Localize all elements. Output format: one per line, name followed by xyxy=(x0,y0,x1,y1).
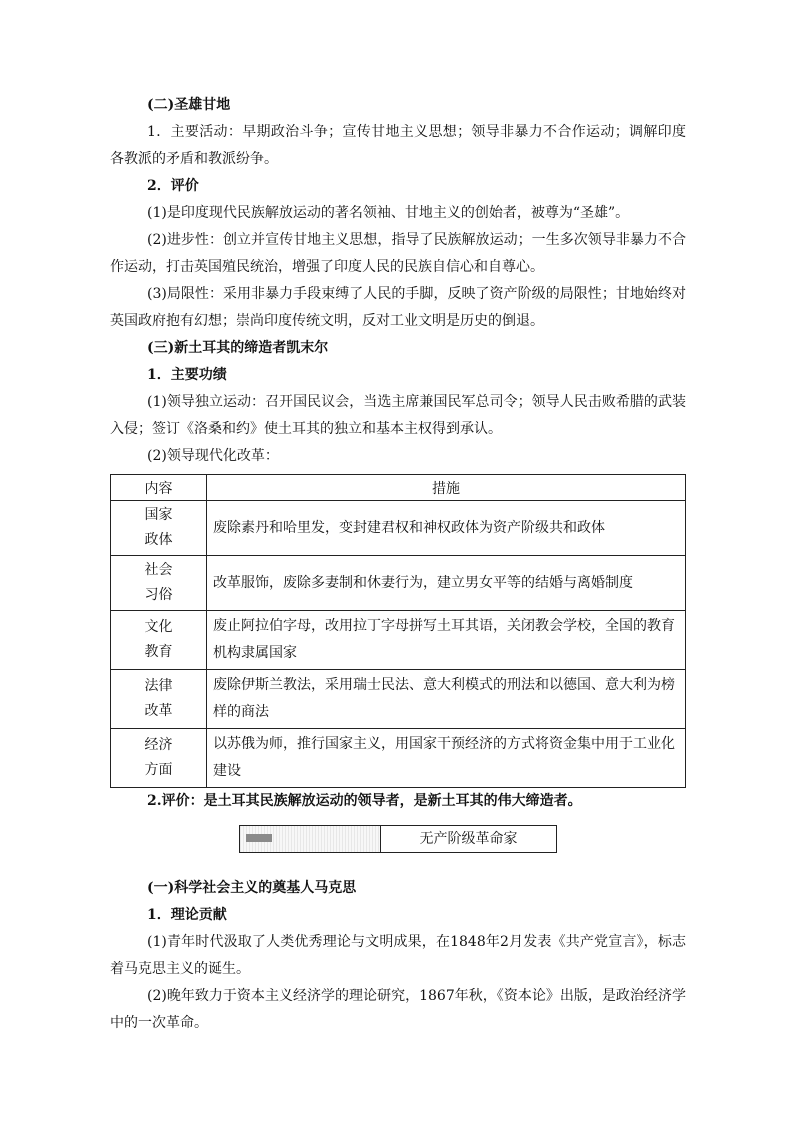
table-row xyxy=(111,611,686,670)
row-category: 国家 政体 xyxy=(111,501,207,556)
gandhi-evaluation-heading: 2．评价 xyxy=(147,178,199,194)
gandhi-eval-2: (2)进步性：创立并宣传甘地主义思想，指导了民族解放运动；一生多次领导非暴力不合作运动，打击英国殖民统治，增强了印度人民的民族自信心和自尊心。 xyxy=(110,232,686,275)
marx-contribution-heading: 1．理论贡献 xyxy=(147,907,227,923)
kemal-independence: (1)领导独立运动：召开国民议会，当选主席兼国民军总司令；领导人民击败希腊的武装入侵；签订《洛桑和约》使土耳其的独立和基本主权得到承认。 xyxy=(110,394,686,437)
section-heading-kemal: (三)新土耳其的缔造者凯末尔 xyxy=(147,340,329,356)
row-measure: 改革服饰，废除多妻制和休妻行为，建立男女平等的结婚与离婚制度 xyxy=(207,556,686,611)
table-row xyxy=(111,501,686,556)
section-heading-gandhi: (二)圣雄甘地 xyxy=(147,97,231,113)
kemal-reform-intro: (2)领导现代化改革： xyxy=(147,448,279,464)
row-category: 文化 教育 xyxy=(111,611,207,670)
row-measure: 废除伊斯兰教法，采用瑞士民法、意大利模式的刑法和以德国、意大利为榜样的商法 xyxy=(207,670,686,729)
gandhi-activities: 1．主要活动：早期政治斗争；宣传甘地主义思想；领导非暴力不合作运动；调解印度各教派的矛盾和教派纷争。 xyxy=(110,124,686,167)
row-category: 社会 习俗 xyxy=(111,556,207,611)
kemal-achievements-heading: 1．主要功绩 xyxy=(147,367,227,383)
kemal-evaluation: 2.评价：是土耳其民族解放运动的领导者，是新土耳其的伟大缔造者。 xyxy=(147,793,582,809)
gandhi-eval-3: (3)局限性：采用非暴力手段束缚了人民的手脚，反映了资产阶级的局限性；甘地始终对英国政府抱有幻想；崇尚印度传统文明，反对工业文明是历史的倒退。 xyxy=(110,286,686,329)
row-measure: 以苏俄为师，推行国家主义，用国家干预经济的方式将资金集中用于工业化建设 xyxy=(207,729,686,788)
row-category: 经济 方面 xyxy=(111,729,207,788)
column-header-content: 内容 xyxy=(111,475,207,501)
banner-pattern xyxy=(240,826,381,852)
banner-tag-icon xyxy=(246,834,272,842)
gandhi-eval-1: (1)是印度现代民族解放运动的著名领袖、甘地主义的创始者，被尊为“圣雄”。 xyxy=(147,205,630,221)
table-header-row xyxy=(111,475,686,501)
table-row xyxy=(111,729,686,788)
row-measure: 废止阿拉伯字母，改用拉丁字母拼写土耳其语，关闭教会学校，全国的教育机构隶属国家 xyxy=(207,611,686,670)
table-row xyxy=(111,556,686,611)
document-page xyxy=(110,92,686,1037)
banner-title: 无产阶级革命家 xyxy=(419,831,518,847)
section-banner xyxy=(239,825,557,853)
section-heading-marx: (一)科学社会主义的奠基人马克思 xyxy=(147,880,357,896)
column-header-measures: 措施 xyxy=(207,475,686,501)
table-row xyxy=(111,670,686,729)
marx-contribution-2: (2)晚年致力于资本主义经济学的理论研究，1867年秋，《资本论》出版，是政治经济学中的一次革命。 xyxy=(110,988,686,1031)
row-category: 法律 改革 xyxy=(111,670,207,729)
marx-contribution-1: (1)青年时代汲取了人类优秀理论与文明成果，在1848年2月发表《共产党宣言》，标志着马克思主义的诞生。 xyxy=(110,934,686,977)
row-measure: 废除素丹和哈里发，变封建君权和神权政体为资产阶级共和政体 xyxy=(207,501,686,556)
reform-table xyxy=(110,474,686,788)
